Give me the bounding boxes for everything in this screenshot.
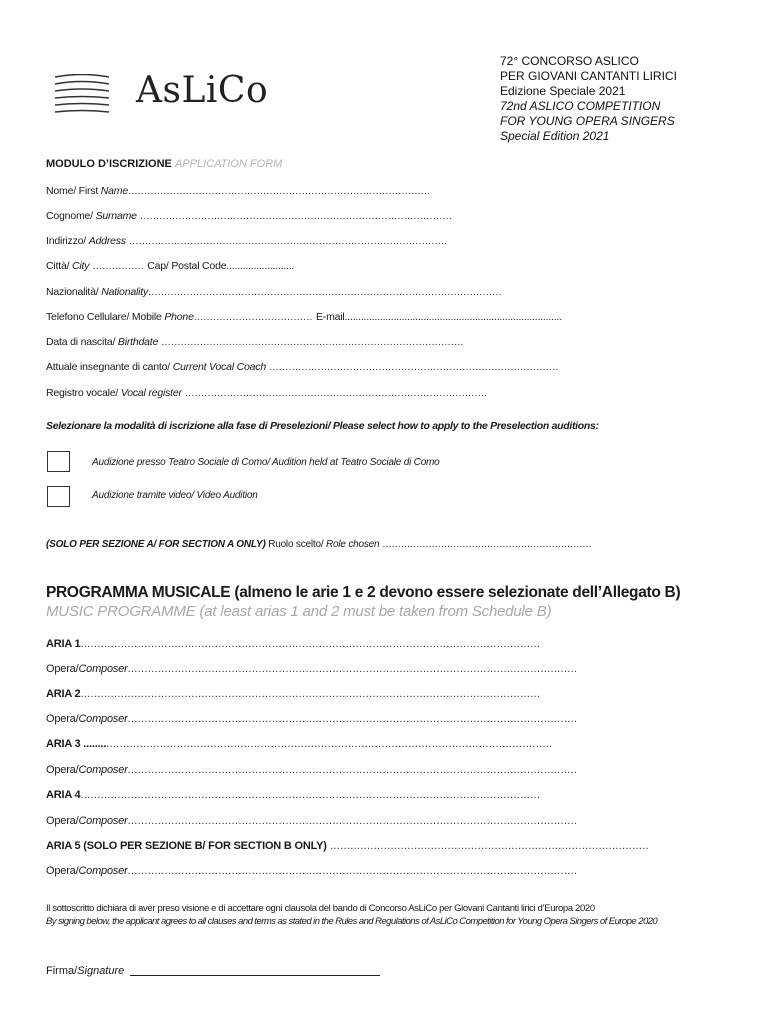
fill-line: ..................................................................................................................................... [106,738,553,750]
role-chosen-field[interactable] [46,539,592,550]
waves-logo-icon [53,74,111,116]
declaration-en: By signing below, the applicant agrees to all clauses and terms as stated in the Rules and Regulations of AsLiCo Competition for Young Opera Singers of Europe 2020 [46,916,658,927]
opera-composer-3-field[interactable] [46,764,577,776]
field-label-en: Surname [95,210,137,222]
opera-label: Opera/ [46,663,79,675]
composer-label: Composer [78,764,128,776]
programme-title: PROGRAMMA MUSICALE (almeno le arie 1 e 2 devono essere selezionate dell’Allegato B) [46,584,681,601]
fill-line: .............................................................................................. [158,336,464,348]
field-label-en: Current Vocal Coach [172,361,266,373]
aria-label: ARIA 5 (SOLO PER SEZIONE B/ FOR SECTION B ONLY) [46,840,327,852]
opera-composer-5-field[interactable] [46,865,577,877]
header-line: Edizione Speciale 2021 [500,84,626,98]
aria-5-field[interactable] [46,840,649,852]
field-label-en: Phone [164,311,194,323]
field-label-en: Address [88,235,126,247]
aria-label: ARIA 4 [46,789,81,801]
vocal-coach-field[interactable] [46,361,559,373]
fill-line: ......................................................................................................................................... [80,638,541,650]
opera-label: Opera/ [46,713,79,725]
form-title [46,158,282,170]
competition-header [500,54,750,144]
header-line: FOR YOUNG OPERA SINGERS [500,114,675,128]
header-line: Special Edition 2021 [500,129,610,143]
video-audition-label: Audizione tramite video/ Video Audition [92,490,258,501]
fill-line: .............................................................................................. [181,387,488,399]
declaration-it: Il sottoscritto dichiara di aver preso visione e di accettare ogni clausola del bando di Concorso AsLiCo per Giovani Cantanti lirici d’Europa 2020 [46,903,595,914]
logo-text: AsLiCo [136,70,269,111]
signature-field[interactable] [46,965,380,977]
fill-line: .................................................................... [379,539,592,550]
composer-label: Composer [78,865,128,877]
opera-composer-4-field[interactable] [46,815,577,827]
postal-code-field[interactable]: Cap/ Postal Code......................... [147,260,295,272]
address-field[interactable] [46,235,448,247]
opera-composer-2-field[interactable] [46,713,577,725]
composer-label: Composer [78,815,128,827]
field-label-en: Vocal register [120,387,182,399]
field-label: Telefono Cellulare/ Mobile [46,311,165,323]
form-title-en: APPLICATION FORM [174,158,283,170]
fill-line: ..................................... [193,311,316,323]
composer-label: Composer [78,663,128,675]
aria-3-field[interactable] [46,738,553,750]
aria-label: ARIA 3 ........ [46,738,107,750]
field-label: Nazionalità/ [46,286,102,298]
fill-line: ......................................................................................................................................... [80,688,541,700]
phone-field[interactable] [46,311,562,323]
fill-line: ...................................................................................................................................... [127,764,578,776]
field-label: Attuale insegnante di canto/ [46,361,173,373]
field-label: Registro vocale/ [46,387,121,399]
opera-label: Opera/ [46,815,79,827]
composer-label: Composer [78,713,128,725]
role-label-en: Role chosen [325,539,380,550]
header-line: 72nd ASLICO COMPETITION [500,99,661,113]
aria-1-field[interactable] [46,638,540,650]
aria-label: ARIA 2 [46,688,81,700]
opera-label: Opera/ [46,865,79,877]
opera-label: Opera/ [46,764,79,776]
field-label-en: Birthdate [117,336,159,348]
field-label: Nome/ First [46,185,101,197]
aria-label: ARIA 1 [46,638,81,650]
field-label: Città/ [46,260,73,272]
field-label-en: Name [100,185,128,197]
fill-line: ...................................................................................................................................... [127,713,578,725]
aria-2-field[interactable] [46,688,540,700]
opera-composer-1-field[interactable] [46,663,577,675]
email-field[interactable]: E-mail................................................................................ [315,311,562,323]
fill-line: ................................................................................................... [125,235,448,247]
video-audition-checkbox[interactable] [47,486,70,507]
teatro-audition-label: Audizione presso Teatro Sociale di Como/ Audition held at Teatro Sociale di Como [92,457,440,468]
fill-line: ...................................................................................................................................... [127,663,578,675]
programme-subtitle: MUSIC PROGRAMME (at least arias 1 and 2 must be taken from Schedule B) [46,603,552,620]
surname-field[interactable] [46,210,452,222]
field-label: Data di nascita/ [46,336,118,348]
field-label-en: City [72,260,90,272]
fill-line: ................ [89,260,148,272]
fill-line: ................................................................................................. [136,210,453,222]
vocal-register-field[interactable] [46,387,487,399]
role-label: Ruolo scelto/ [265,539,326,550]
fill-line: .......................................................................................... [266,361,559,373]
field-label: Indirizzo/ [46,235,89,247]
field-label: Cognome/ [46,210,96,222]
signature-label: Firma/ [46,965,78,977]
aria-4-field[interactable] [46,789,540,801]
city-field[interactable] [46,260,294,272]
nationality-field[interactable] [46,286,502,298]
signature-label-en: Signature [77,965,125,977]
teatro-audition-checkbox[interactable] [47,451,70,472]
header-line: PER GIOVANI CANTANTI LIRICI [500,69,677,83]
audition-mode-question: Selezionare la modalità di iscrizione alla fase di Preselezioni/ Please select how to apply to the Preselection auditions: [46,420,599,432]
fill-line: ...................................................................................................................................... [127,865,578,877]
first-name-field[interactable] [46,185,430,197]
field-label-en: Nationality [101,286,149,298]
fill-line: ............................................................................................... [326,840,649,852]
form-title-it: MODULO D’ISCRIZIONE [46,158,172,170]
birthdate-field[interactable] [46,336,464,348]
fill-line: .............................................................................................................. [148,286,502,298]
section-a-label: (SOLO PER SEZIONE A/ FOR SECTION A ONLY) [46,539,266,550]
header-line: 72° CONCORSO ASLICO [500,54,639,68]
fill-line: ...................................................................................................................................... [127,815,578,827]
fill-line: ......................................................................................................................................... [80,789,541,801]
fill-line: .............................................................................................. [128,185,431,197]
signature-line[interactable] [130,975,380,976]
